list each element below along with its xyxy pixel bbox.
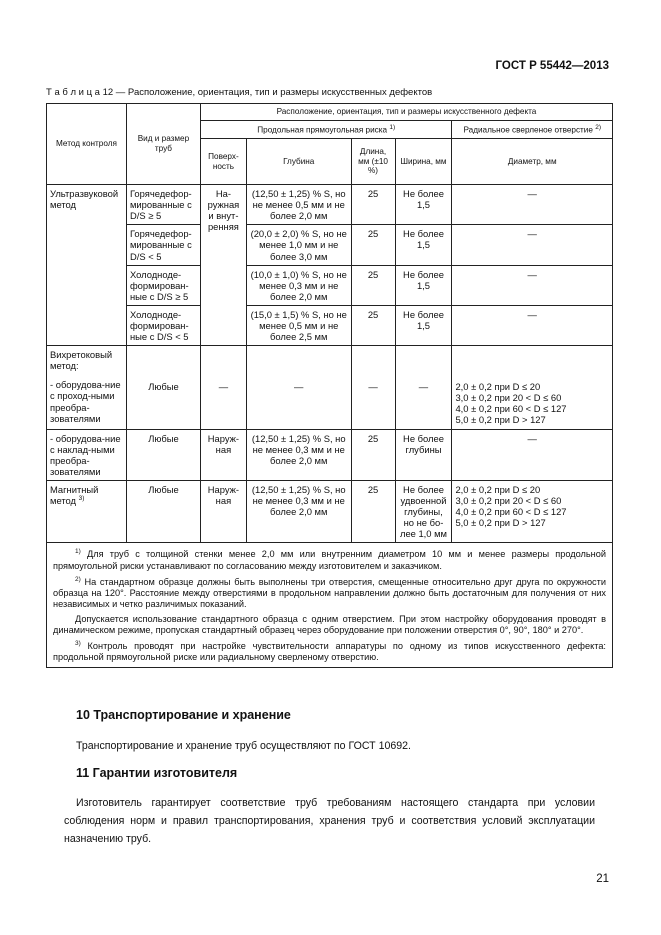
table-notes xyxy=(47,543,613,667)
width-cell: — xyxy=(395,346,452,429)
pipe-cell: Любые xyxy=(126,346,200,429)
header-length: Длина, мм (±10 %) xyxy=(351,139,395,185)
pipe-cell: Любые xyxy=(126,480,200,542)
depth-cell: (15,0 ± 1,5) % S, но не менее 0,5 мм и не более 2,5 мм xyxy=(246,305,351,345)
header-method: Метод контроля xyxy=(47,104,127,185)
diameter-line: 3,0 ± 0,2 при 20 < D ≤ 60 xyxy=(455,392,562,404)
eddy-sub-label: - оборудова-ние с проход-ными преобра-зователями xyxy=(50,379,121,424)
pipe-cell: Холодноде-формирован-ные с D/S < 5 xyxy=(126,305,200,345)
table-row xyxy=(47,346,613,429)
table-row xyxy=(47,185,613,225)
header-notch: Продольная прямоугольная риска $^{1)}$ xyxy=(200,120,452,138)
diameter-cell: — xyxy=(452,185,613,225)
length-cell: 25 xyxy=(351,265,395,305)
pipe-cell: Любые xyxy=(126,429,200,480)
width-cell: Не более 1,5 xyxy=(395,225,452,265)
width-cell: Не более 1,5 xyxy=(395,305,452,345)
header-defect-group: Расположение, ориентация, тип и размеры искусственного дефекта xyxy=(200,104,612,121)
depth-cell: (12,50 ± 1,25) % S, но не менее 0,3 мм и не более 2,0 мм xyxy=(246,429,351,480)
depth-cell: (20,0 ± 2,0) % S, но не менее 1,0 мм и не более 3,0 мм xyxy=(246,225,351,265)
length-cell: 25 xyxy=(351,185,395,225)
width-cell: Не более удвоенной глубины, но не бо-лее 1,0 мм xyxy=(395,480,452,542)
page-number: 21 xyxy=(596,873,609,885)
eddy-sub-label: - оборудова-ние с наклад-ными преобра-зователями xyxy=(47,429,127,480)
standard-header: ГОСТ Р 55442—2013 xyxy=(495,60,609,72)
defects-table xyxy=(46,103,613,668)
width-cell: Не более 1,5 xyxy=(395,185,452,225)
table-row xyxy=(47,225,613,265)
diameter-line: 5,0 ± 0,2 при D > 127 xyxy=(455,517,546,529)
table-note: Допускается использование стандартного образца с одним отверстием. При этом настройку оборудования проводят в динамическом режиме, пропуская стандартный образец через оборудование при положении отверстия 0°, 90°, 180° и 270°. xyxy=(53,613,606,635)
eddy-method xyxy=(47,346,127,429)
table-row xyxy=(47,305,613,345)
diameter-cell xyxy=(452,480,613,542)
table-caption: Т а б л и ц а 12 — Расположение, ориентация, тип и размеры искусственных дефектов xyxy=(46,87,433,98)
length-cell: 25 xyxy=(351,225,395,265)
ultrasonic-method: Ультразвуковой метод xyxy=(47,185,127,346)
surface-cell: Наруж-ная xyxy=(200,480,246,542)
diameter-line: 2,0 ± 0,2 при D ≤ 20 xyxy=(455,381,541,393)
header-diameter: Диаметр, мм xyxy=(452,139,613,185)
table-row xyxy=(47,429,613,480)
depth-cell: — xyxy=(246,346,351,429)
depth-cell: (12,50 ± 1,25) % S, но не менее 0,3 мм и не более 2,0 мм xyxy=(246,480,351,542)
section-heading: 10 Транспортирование и хранение xyxy=(76,708,291,722)
width-cell: Не более 1,5 xyxy=(395,265,452,305)
table-note: $^{3)}$ Контроль проводят при настройке чувствительности аппаратуры по одному из типов искусственного дефекта: продольной прямоугольной риске или радиальному сверленому отверстию. xyxy=(53,639,606,662)
surface-cell: — xyxy=(200,346,246,429)
header-pipe-type: Вид и размер труб xyxy=(126,104,200,185)
header-surface: Поверх-ность xyxy=(200,139,246,185)
length-cell: 25 xyxy=(351,480,395,542)
pipe-cell: Горячедефор-мированные с D/S ≥ 5 xyxy=(126,185,200,225)
table-note: $^{2)}$ На стандартном образце должны быть выполнены три отверстия, смещенные относительно друг друга по окружности образца на 120°. Расстояние между отверстиями в продольном направлении должно быть достаточным для получения от них независимых и четко различимых показаний. xyxy=(53,575,606,609)
diameter-line: 4,0 ± 0,2 при 60 < D ≤ 127 xyxy=(455,403,567,415)
eddy-method-label: Вихретоковый метод: xyxy=(50,349,113,372)
width-cell: Не более глубины xyxy=(395,429,452,480)
diameter-cell: — xyxy=(452,429,613,480)
ultrasonic-surface: На-ружная и внут-ренняя xyxy=(200,185,246,346)
diameter-cell: — xyxy=(452,305,613,345)
surface-cell: Наруж-ная xyxy=(200,429,246,480)
section-text: Транспортирование и хранение труб осуществляют по ГОСТ 10692. xyxy=(76,740,411,752)
section-heading: 11 Гарантии изготовителя xyxy=(76,766,238,780)
depth-cell: (12,50 ± 1,25) % S, но не менее 0,5 мм и не более 2,0 мм xyxy=(246,185,351,225)
diameter-line: 2,0 ± 0,2 при D ≤ 20 xyxy=(455,483,541,495)
diameter-cell xyxy=(452,346,613,429)
diameter-line: 5,0 ± 0,2 при D > 127 xyxy=(455,414,546,426)
length-cell: — xyxy=(351,346,395,429)
table-row xyxy=(47,480,613,542)
table-row xyxy=(47,265,613,305)
table-notes-row xyxy=(47,543,613,667)
magnetic-method: Магнитный метод $^{3)}$ xyxy=(47,480,127,542)
length-cell: 25 xyxy=(351,429,395,480)
diameter-cell: — xyxy=(452,225,613,265)
depth-cell: (10,0 ± 1,0) % S, но не менее 0,3 мм и не более 2,0 мм xyxy=(246,265,351,305)
pipe-cell: Горячедефор-мированные с D/S < 5 xyxy=(126,225,200,265)
header-width: Ширина, мм xyxy=(395,139,452,185)
pipe-cell: Холодноде-формирован-ные с D/S ≥ 5 xyxy=(126,265,200,305)
table-note: $^{1)}$ Для труб с толщиной стенки менее 2,0 мм или внутренним диаметром 10 мм и менее размеры продольной прямоугольной риски устанавливают по согласованию между изготовителем и заказчиком. xyxy=(53,548,606,571)
header-depth: Глубина xyxy=(246,139,351,185)
diameter-line: 4,0 ± 0,2 при 60 < D ≤ 127 xyxy=(455,506,567,518)
diameter-line: 3,0 ± 0,2 при 20 < D ≤ 60 xyxy=(455,495,562,507)
diameter-cell: — xyxy=(452,265,613,305)
length-cell: 25 xyxy=(351,305,395,345)
section-text: Изготовитель гарантирует соответствие труб требованиям настоящего стандарта при условии соблюдения норм и правил транспортирования, хранения труб и соответствия условий эксплуатации назначению труб. xyxy=(64,797,595,846)
header-radial: Радиальное сверленое отверстие $^{2)}$ xyxy=(452,120,613,138)
